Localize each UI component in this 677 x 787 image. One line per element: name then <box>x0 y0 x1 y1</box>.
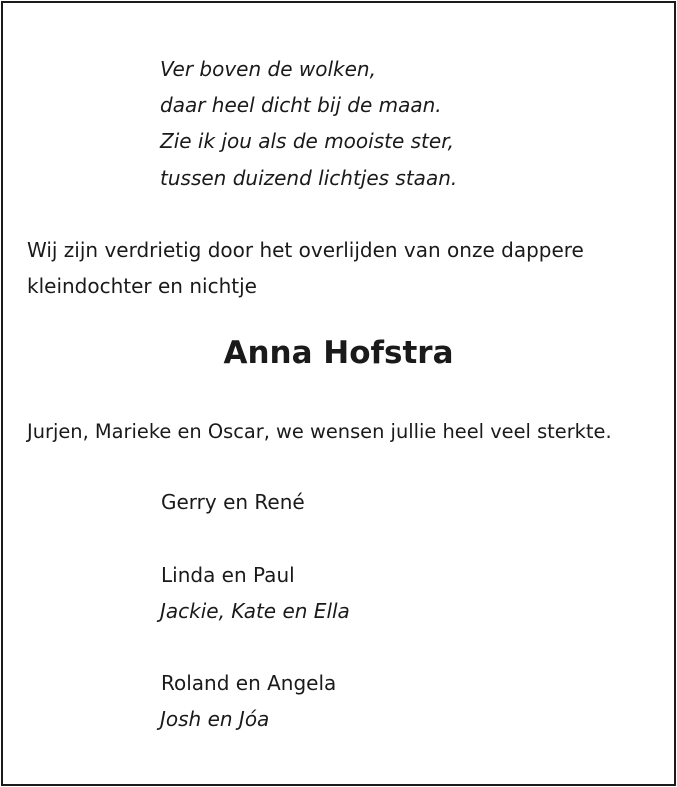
poem-line: daar heel dicht bij de maan. <box>160 93 442 117</box>
signature-children: Josh en Jóa <box>160 707 270 731</box>
condolence-message: Jurjen, Marieke en Oscar, we wensen jullie heel veel sterkte. <box>27 420 612 443</box>
intro-text-line: kleindochter en nichtje <box>27 274 257 298</box>
signature-names: Linda en Paul <box>161 563 295 587</box>
signature-names: Gerry en René <box>161 490 305 514</box>
poem-line: Zie ik jou als de mooiste ster, <box>160 129 454 153</box>
intro-text-line: Wij zijn verdrietig door het overlijden van onze dappere <box>27 238 584 262</box>
signature-children: Jackie, Kate en Ella <box>160 599 350 623</box>
signature-names: Roland en Angela <box>161 671 337 695</box>
poem-line: tussen duizend lichtjes staan. <box>160 166 458 190</box>
deceased-name: Anna Hofstra <box>223 335 454 371</box>
poem-line: Ver boven de wolken, <box>160 57 376 81</box>
notice-border <box>1 1 676 786</box>
